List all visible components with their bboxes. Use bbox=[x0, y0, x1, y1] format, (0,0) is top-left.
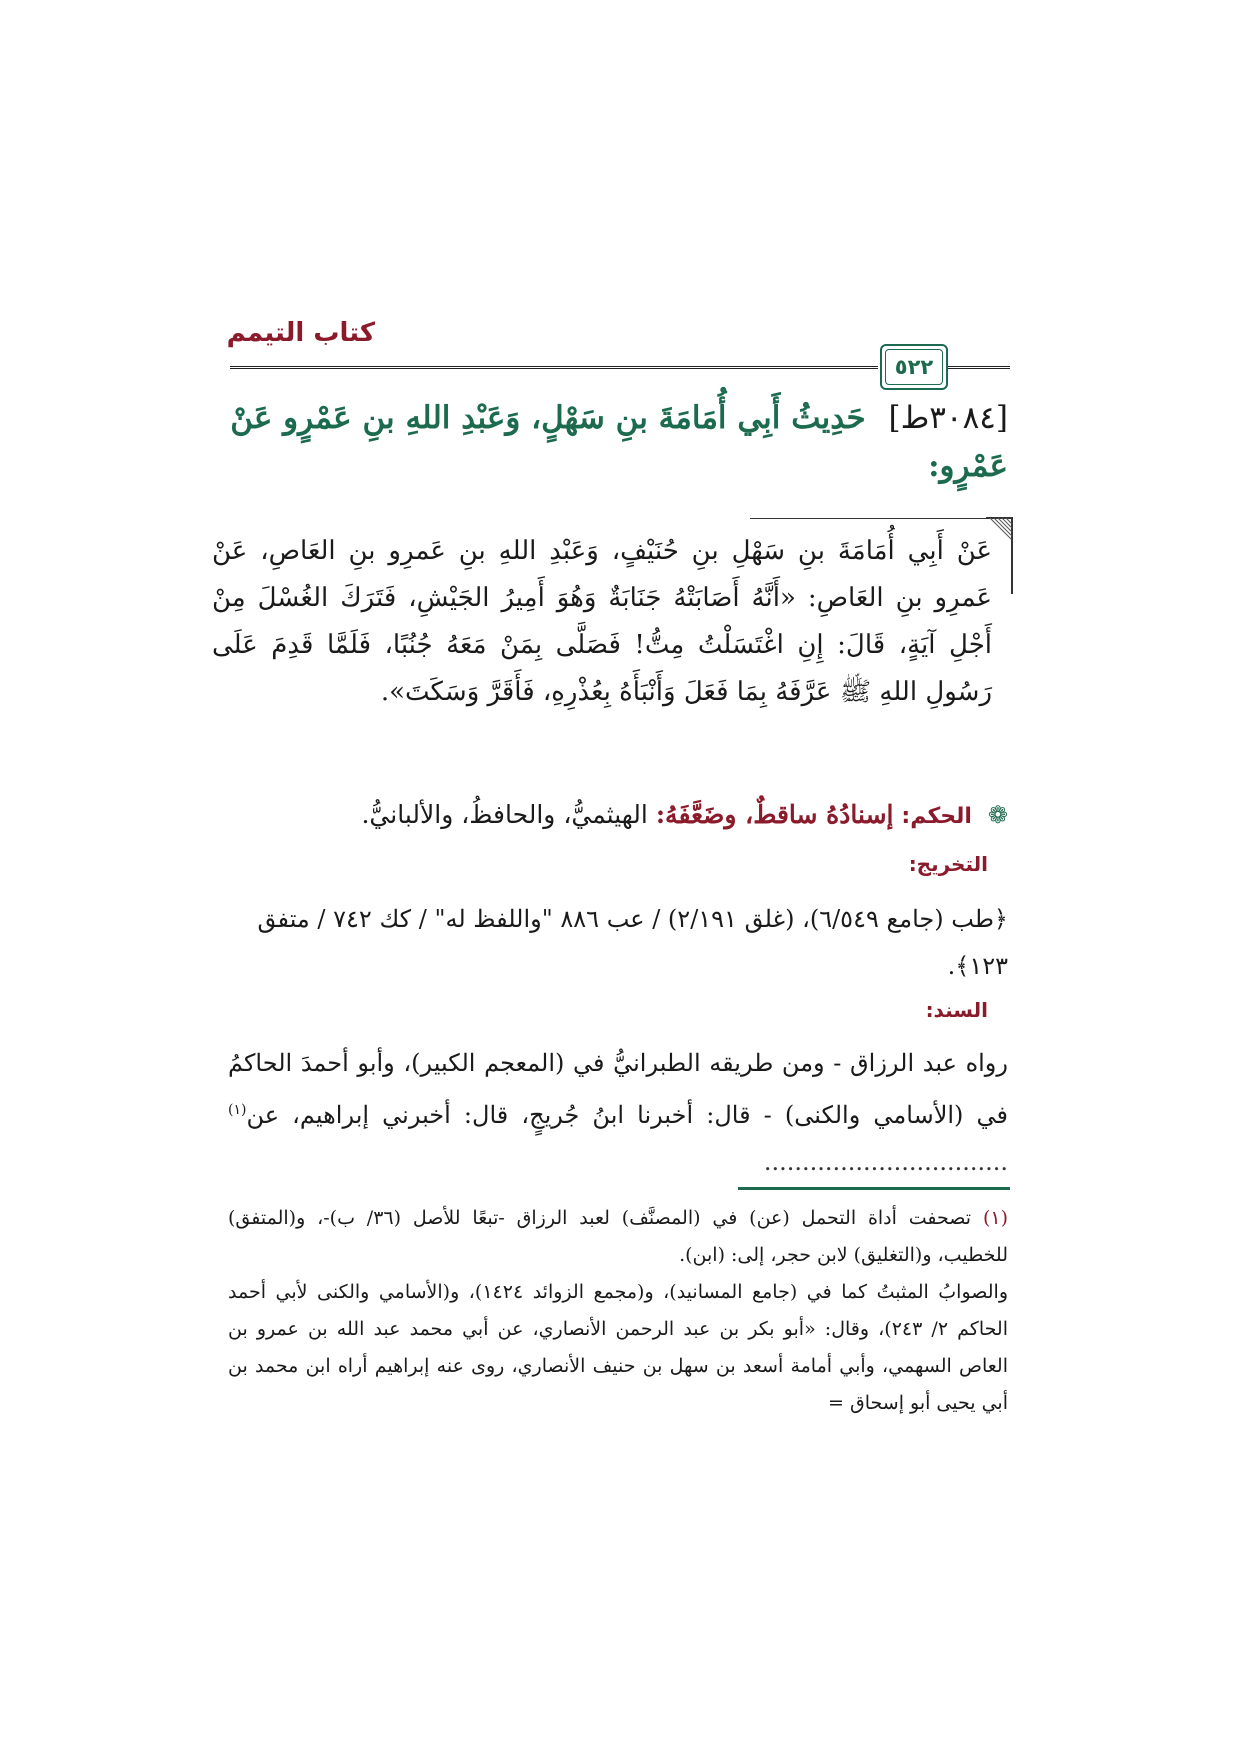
flower-icon: ❁ bbox=[987, 801, 1008, 829]
takhrij-text: ﴿طب (جامع ٦/٥٤٩)، (غلق ٢/١٩١) / عب ٨٨٦ "واللفظ له" / كك ٧٤٢ / متفق ١٢٣﴾. bbox=[257, 905, 1008, 980]
hadith-heading bbox=[208, 394, 1008, 490]
sanad-heading: السند: bbox=[925, 998, 988, 1022]
hadith-heading-title: حَدِيثُ أَبِي أُمَامَةَ بنِ سَهْلٍ، وَعَبْدِ اللهِ بنِ عَمْرٍو عَنْ عَمْرٍو: bbox=[230, 400, 1008, 484]
ruling-scholars: الهيثميُّ، والحافظُ، والألبانيُّ. bbox=[361, 800, 648, 829]
header-double-rule bbox=[230, 366, 878, 373]
text-frame-top-rule bbox=[750, 518, 1010, 519]
footnotes bbox=[228, 1200, 1008, 1422]
footnote-line-2: والصوابُ المثبتُ كما في (جامع المسانيد)، و(مجمع الزوائد ١٤٢٤)، و(الأسامي والكنى لأبي أحمد الحاكم ٢/ ٢٤٣)، وقال: «أبو بكر بن عبد الرحمن الأنصاري، عن أبي محمد عبد الله بن عمرو بن العاص السهمي، وأبي أمامة أسعد بن سهل بن حنيف الأنصاري، روى عنه إبراهيم أراه ابن محمد بن أبي يحيى أبو إسحاق = bbox=[228, 1281, 1008, 1414]
footnote-number: (١) bbox=[982, 1207, 1008, 1229]
page-number: ٥٢٢ bbox=[894, 355, 934, 379]
continuation-dots: ................................ bbox=[763, 1148, 1008, 1176]
ruling-line bbox=[208, 795, 1008, 837]
sanad-body: رواه عبد الرزاق - ومن طريقه الطبرانيُّ في (المعجم الكبير)، وأبو أحمدَ الحاكمُ في (الأسامي والكنى) - قال: أخبرنا ابنُ جُريجٍ، قال: أخبرني إبراهيم، عن bbox=[228, 1049, 1008, 1129]
ruling-verdict: إسنادُهُ ساقطٌ، وضَعَّفَهُ: bbox=[655, 800, 894, 829]
hadith-body: عَنْ أَبِي أُمَامَةَ بنِ سَهْلِ بنِ حُنَيْفٍ، وَعَبْدِ اللهِ بنِ عَمرِو بنِ العَاصِ، عَنْ عَمرِو بنِ العَاصِ: «أَنَّهُ أَصَابَتْهُ جَنَابَةٌ وَهُوَ أَمِيرُ الجَيْشِ، فَتَرَكَ الغُسْلَ مِنْ أَجْلِ آيَةٍ، قَالَ: إِنِ اغْتَسَلْتُ مِتُّ! فَصَلَّى بِمَنْ مَعَهُ جُنُبًا، فَلَمَّا قَدِمَ عَلَى رَسُولِ اللهِ ﷺ عَرَّفَهُ بِمَا فَعَلَ وَأَنْبَأَهُ بِعُذْرِهِ، فَأَقَرَّ وَسَكَتَ». bbox=[212, 536, 992, 707]
page-number-frame bbox=[880, 344, 948, 390]
footnote-reference[interactable]: (١) bbox=[228, 1102, 247, 1118]
running-header-title: كتاب التيمم bbox=[226, 318, 375, 348]
ruling-label: الحكم: bbox=[901, 804, 972, 829]
hadith-number: [٣٠٨٤ط] bbox=[888, 400, 1008, 436]
footnote-separator bbox=[738, 1187, 1010, 1190]
sanad-text bbox=[228, 1040, 1008, 1186]
footnote-line-1: تصحفت أداة التحمل (عن) في (المصنَّف) لعبد الرزاق -تبعًا للأصل (٣٦/ ب)-، و(المتفق) للخطيب، و(التغليق) لابن حجر، إلى: (ابن). bbox=[228, 1207, 1008, 1266]
header-double-rule-right bbox=[946, 366, 1010, 373]
takhrij-heading: التخريج: bbox=[908, 852, 988, 876]
